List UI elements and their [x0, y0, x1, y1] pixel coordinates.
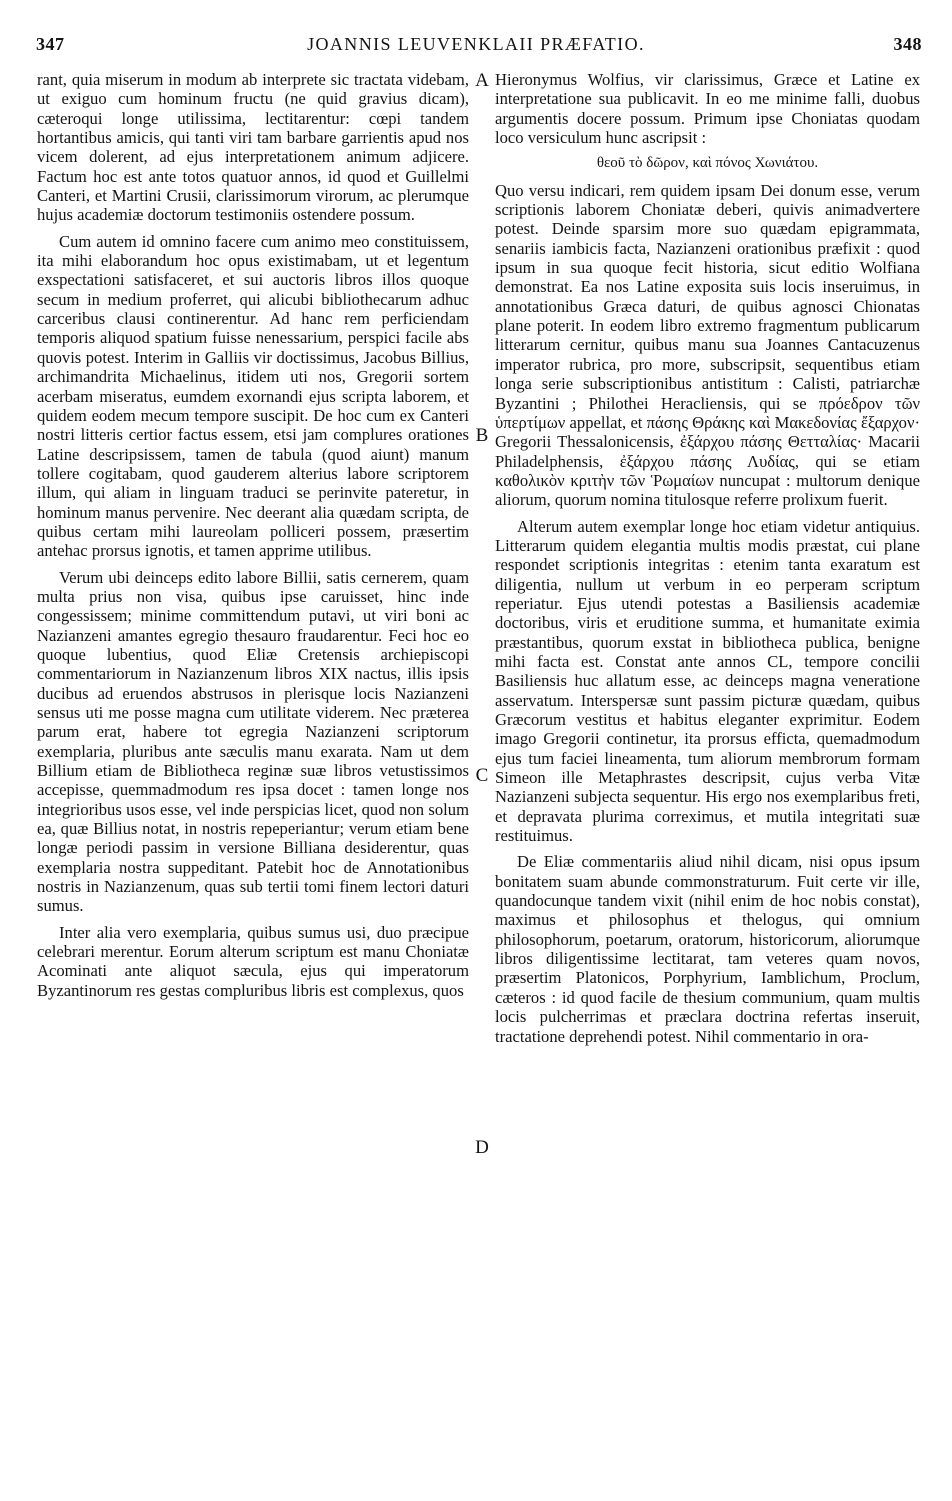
margin-marker-b: B: [475, 425, 489, 446]
page-number-right: 348: [893, 34, 922, 54]
page-number-left: 347: [36, 34, 65, 54]
right-column: [495, 70, 920, 1490]
running-header: [0, 0, 952, 60]
greek-verse: θεοῦ τὸ δῶρον, καὶ πόνος Χωνιάτου.: [596, 155, 819, 172]
running-title: JOANNIS LEUVENKLAII PRÆFATIO.: [307, 34, 645, 54]
paragraph: Hieronymus Wolfius, vir clarissimus, Græce et Latine ex interpretatione sua publicavit. In eo me minime falli, duobus argumentis docere possum. Primum ipse Choniatas quodam loco versiculum hunc ascripsit :: [495, 70, 920, 148]
margin-marker-d: D: [475, 1137, 489, 1158]
paragraph: Inter alia vero exemplaria, quibus sumus usi, duo præcipue celebrari merentur. Eorum alterum scriptum est manu Choniatæ Acominati ante aliquot sæcula, ejus qui imperatorum Byzantinorum res gestas compluribus libris est complexus, quos: [37, 922, 469, 1000]
paragraph: Quo versu indicari, rem quidem ipsam Dei donum esse, verum scriptionis laborem Choniatæ deberi, quivis animadvertere potest. Deinde sparsim more suo quædam epigrammata, senariis iambicis facta, Nazianzeni orationibus præfixit : quod ipsum in sua quoque fecit historia, sicut editio Wolfiana demonstrat. Ea nos Latine exposita suis locis inseruimus, in annotationibus Græca daturi, de quibus agnosci Chionatas plane poterit. In eodem libro extremo fragmentum publicarum litterarum cernitur, quibus manu sua Joannes Cantacuzenus imperator rubrica, pro more, subscripsit, sequentibus etiam longa serie subscriptionibus antistitum : Calisti, patriarchæ Byzantini ; Philothei Heracliensis, qui se πρόεδρον τῶν ὑπερτίμων appellat, et πάσης Θράκης καὶ Μακεδονίας ἔξαρχον· Gregorii Thessalonicensis, ἐξάρχου πάσης Θετταλίας· Macarii Philadelphensis, ἐξάρχου πάσης Λυδίας, qui se etiam καθολικὸν κριτὴν τῶν Ῥωμαίων nuncupat : multorum denique aliorum, quorum nomina titulosque referre prolixum fuerit.: [495, 180, 920, 510]
margin-marker-c: C: [475, 765, 489, 786]
margin-marker-a: A: [475, 70, 489, 91]
paragraph: Verum ubi deinceps edito labore Billii, satis cernerem, quam multa prius non visa, quibus ipse caruisset, hinc inde congessissem; minime committendum putavi, ut viri boni ac Nazianzeni amantes egregio thesauro fraudarentur. Feci hoc eo quoque lubentius, quod Eliæ Cretensis archiepiscopi commentariorum in Nazianzenum libros XIX nactus, illis ipsis ducibus ad eruendos abstrusos in plerisque locis Nazianzeni sensus uti me posse magna cum utilitate viderem. Nec præterea parum erat, habere tot egregia Nazianzeni scriptorum exemplaria, pluribus ante sæculis manu exarata. Nam ut dem Billium etiam de Bibliotheca reginæ suæ libros vetustissimos accepisse, quemmadmodum res ipsa docet : tamen longe nos integrioribus usos esse, vel inde perspicias licet, quod non solum ea, quæ Billius notat, in nostris repeperiantur; verum etiam bene longæ periodi passim in versione Billiana desiderentur, quas exemplaria nostra suppeditant. Patebit hoc de Annotationibus nostris in Nazianzenum, quas sub tertii tomi finem lectori daturi sumus.: [37, 567, 469, 916]
paragraph: Alterum autem exemplar longe hoc etiam videtur antiquius. Litterarum quidem elegantia multis modis præstat, cui plane respondet scriptionis integritas : etenim tanta exaratum est diligentia, nullum ut verbum in eo perperam scriptum reperiatur. Ejus utendi potestas a Basiliensis academiæ doctoribus, viris et eruditione summa, et humanitate eximia præstantibus, quorum exstat in bibliotheca publica, benigne mihi facta est. Constat ante annos CL, tempore concilii Basiliensis huc allatum esse, ac deinceps magna veneratione asservatum. Interspersæ sunt passim picturæ quædam, quibus Græcorum vestitus et habitus eleganter exprimitur. Eodem imago Gregorii continetur, ita prorsus efficta, quemadmodum ejus tum faciei lineamenta, tum aliorum membrorum formam Simeon ille Metaphrastes descripsit, cujus verba Vitæ Nazianzeni subjecta sequentur. His ergo nos exemplaribus freti, et depravata plurima correximus, et mutila integritati suæ restituimus.: [495, 516, 920, 846]
paragraph: Cum autem id omnino facere cum animo meo constituissem, ita mihi elaborandum hoc opus existimabam, ut et legentum exspectationi satisfaceret, et sui auctoris libros illos quoque secum in medium proferret, qui alicubi bibliothecarum adhuc carceribus clausi continerentur. Ad hanc rem perficiendam temporis aliquod spatium fuisse nenessarium, perspici facile abs quovis potest. Interim in Galliis vir doctissimus, Jacobus Billius, archimandrita Michaelinus, itidem uti nos, Gregorii sortem acerbam miseratus, eumdem exornandi ejus scripta laborem, et quidem eodem mecum tempore suscipit. De hoc cum ex Canteri nostri litteris certior factus essem, etsi jam complures orationes Latine descripsissem, tamen de tabula (quod aiunt) manum tollere cogitabam, quod gauderem alterius labore scriptorem illum, qui aliam in linguam traduci se perinvite pateretur, in hominum manus pervenire. Nec deerant alia quædam scripta, de quibus certam mihi laureolam polliceri possem, præsertim antehac prorsus ignotis, et tamen apprime utilibus.: [37, 231, 469, 561]
left-column: [37, 70, 469, 1490]
paragraph: De Eliæ commentariis aliud nihil dicam, nisi opus ipsum bonitatem suam abunde commonstraturum. Fuit certe vir ille, quandocunque tandem vixit (nihil enim de hoc nobis constat), maximus et philosophus et thelogus, qui omnium philosophorum, poetarum, oratorum, historicorum, aliorumque libros diligentissime lectitarat, tam veteres quam novos, præsertim Platonicos, Porphyrium, Iamblichum, Proclum, cæteros : id quod facile de thesium communium, quam multis locis pulcherrimas et præclara doctrina refertas inseruit, tractatione deprehendi potest. Nihil commentario in ora-: [495, 852, 920, 1046]
paragraph: rant, quia miserum in modum ab interprete sic tractata videbam, ut exiguo cum hominum fructu (ne quid gravius dicam), cæteroqui longe utilissima, lectitarentur: cœpi tandem hortantibus amicis, qui tanti viri tam barbare garrientis apud nos vicem dolerent, ad ejus interpretationem animum adjicere. Factum hoc est ante totos quatuor annos, id quod et Guillelmi Canteri, et Martini Crusii, clarissimorum virorum, ac plerumque hujus academiæ doctorum testimoniis ostendere possum.: [37, 70, 469, 225]
